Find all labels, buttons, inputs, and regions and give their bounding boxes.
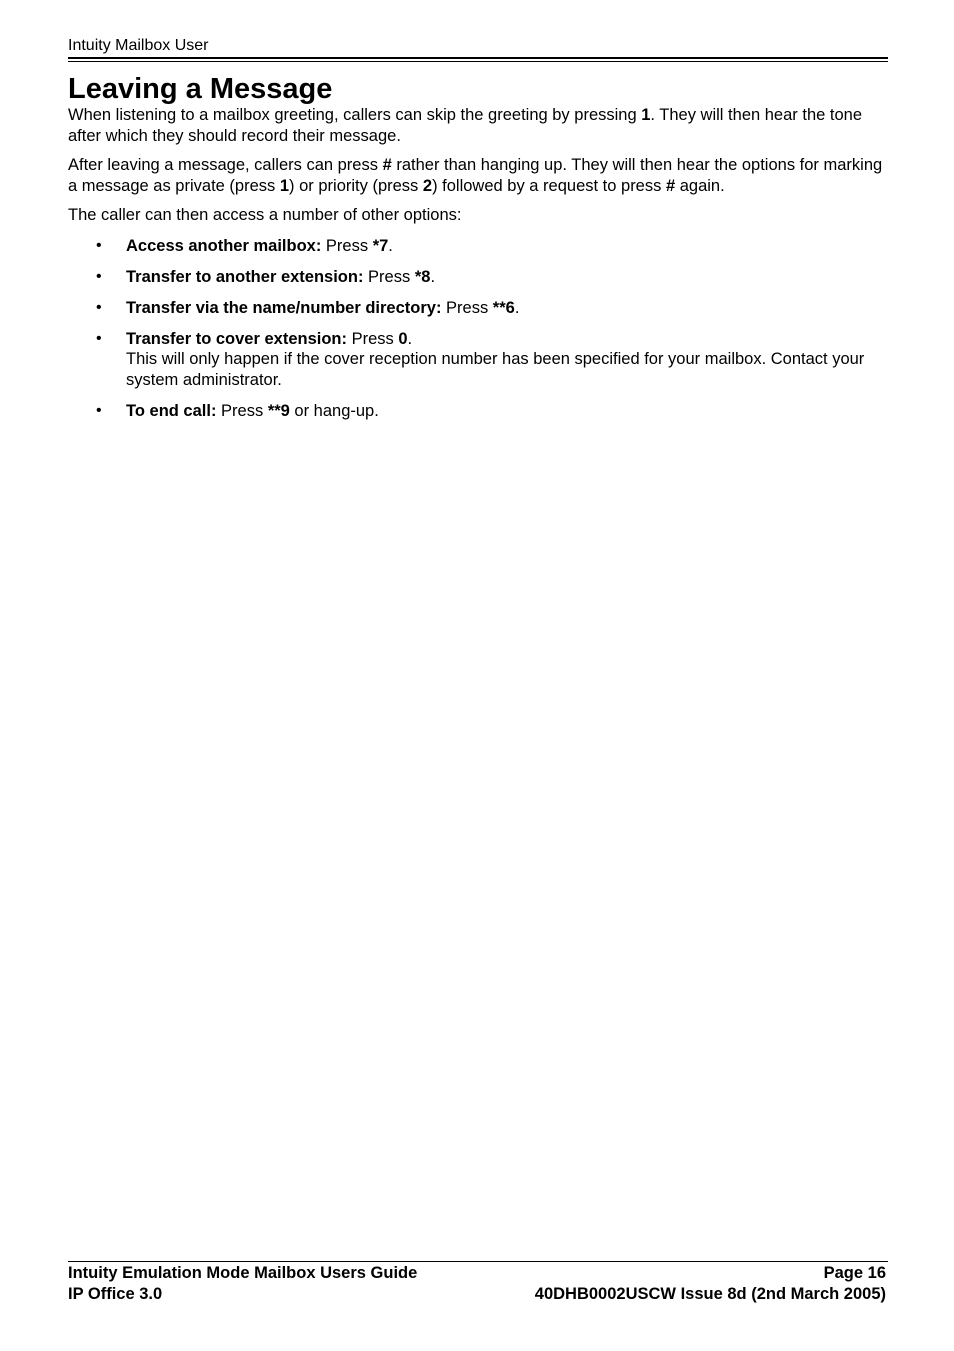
text-run: Press (441, 298, 493, 317)
options-list (68, 236, 883, 422)
text-run: ) followed by a request to press (432, 176, 666, 195)
text-run: Press (321, 236, 373, 255)
list-item (68, 298, 883, 319)
running-header: Intuity Mailbox User (68, 37, 209, 54)
option-key: **6 (492, 298, 515, 317)
text-run: When listening to a mailbox greeting, callers can skip the greeting by pressing (68, 106, 642, 124)
header-rule-thin (68, 61, 888, 62)
text-run: Press (347, 329, 399, 348)
text-run: . (514, 298, 520, 317)
text-run: again. (675, 176, 725, 195)
option-key: *8 (414, 267, 431, 286)
text-run: Press (216, 401, 268, 420)
page-footer (68, 1263, 886, 1304)
guide-title: Intuity Emulation Mode Mailbox Users Guide (68, 1264, 418, 1282)
text-run: . (430, 267, 436, 286)
text-run: . (407, 329, 413, 348)
paragraph-other-options: The caller can then access a number of other options: (68, 206, 462, 224)
header-rule (68, 57, 888, 59)
text-run: Press (363, 267, 415, 286)
key-hash: # (382, 156, 392, 174)
list-item (68, 236, 883, 257)
text-run: . They will then hear the tone after which they should record their message. (68, 106, 862, 145)
bullet-icon: • (96, 236, 102, 254)
footer-rule (68, 1261, 888, 1262)
bullet-icon: • (96, 267, 102, 285)
bullet-icon: • (96, 298, 102, 316)
text-run: After leaving a message, callers can press (68, 156, 383, 174)
option-key: **9 (267, 401, 290, 420)
option-label: Transfer to another extension: (126, 267, 364, 286)
bullet-icon: • (96, 329, 102, 347)
text-run: ) or priority (press (289, 176, 423, 195)
text-run: rather than hanging up. They will then hear the options for marking a message as private (press (68, 156, 883, 195)
option-label: To end call: (126, 401, 217, 420)
page-title: Leaving a Message (68, 73, 333, 105)
paragraph-after-message (68, 155, 883, 196)
bullet-icon: • (96, 401, 102, 419)
option-key: *7 (372, 236, 389, 255)
option-note: This will only happen if the cover reception number has been specified for your mailbox. Contact your system administrator. (126, 350, 865, 389)
document-issue: 40DHB0002USCW Issue 8d (2nd March 2005) (534, 1284, 886, 1303)
page-number: Page 16 (823, 1264, 886, 1282)
text-run: . (388, 236, 393, 255)
list-item (68, 401, 883, 422)
footer-row (68, 1284, 886, 1305)
option-key: 0 (398, 329, 408, 348)
key-2: 2 (422, 176, 433, 195)
list-item (68, 267, 883, 288)
option-label: Access another mailbox: (126, 236, 322, 255)
key-1: 1 (641, 106, 651, 124)
key-1: 1 (279, 176, 290, 195)
body-content (68, 105, 883, 432)
product-version: IP Office 3.0 (68, 1284, 163, 1303)
text-run: or hang-up. (289, 401, 379, 420)
list-item (68, 329, 883, 391)
paragraph-skip-greeting (68, 105, 883, 146)
option-label: Transfer to cover extension: (126, 329, 347, 348)
key-hash: # (665, 176, 676, 195)
footer-row (68, 1263, 886, 1284)
option-label: Transfer via the name/number directory: (126, 298, 442, 317)
